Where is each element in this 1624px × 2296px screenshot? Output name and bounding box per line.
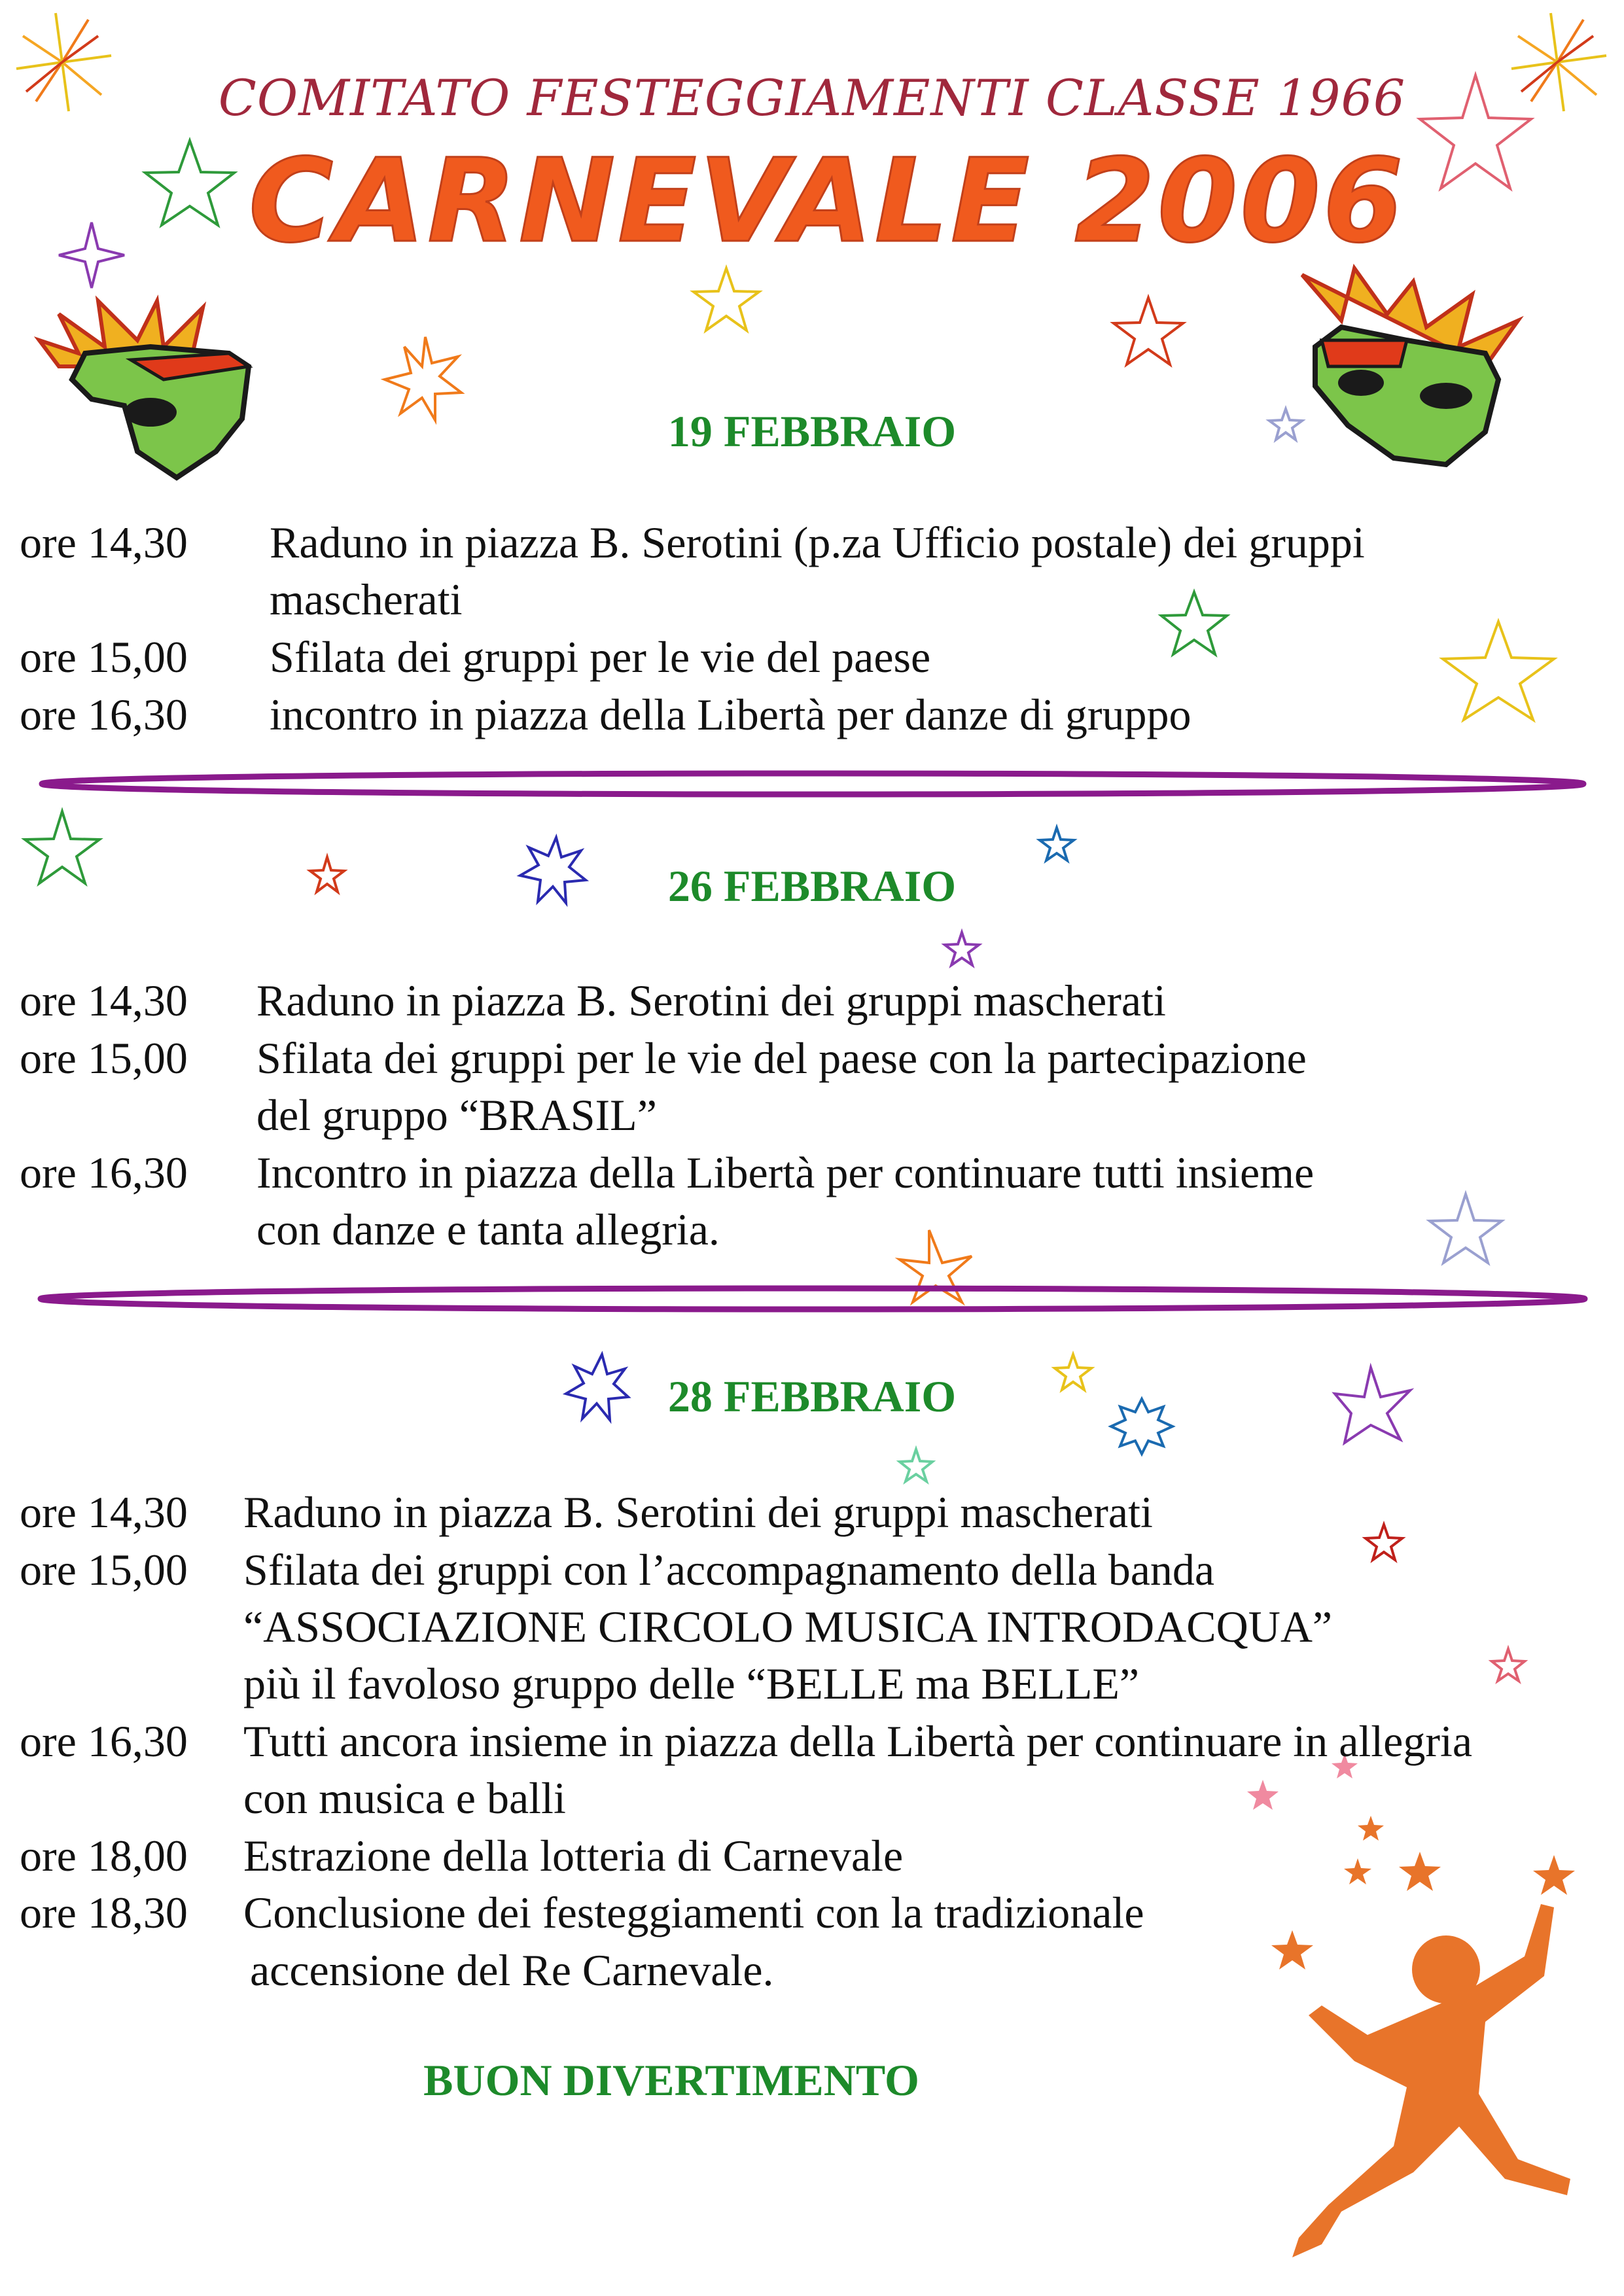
star-icon	[1492, 1649, 1525, 1681]
star-icon	[1161, 592, 1227, 654]
schedule-text: accensione del Re Carnevale.	[250, 1945, 774, 1995]
divider	[41, 1288, 1585, 1309]
schedule-text: Tutti ancora insieme in piazza della Libertà per continuare in allegria	[243, 1716, 1473, 1766]
divider	[42, 773, 1583, 794]
schedule-text: Sfilata dei gruppi per le vie del paese con la partecipazione	[256, 1033, 1307, 1083]
schedule-time: ore 18,00	[20, 1831, 188, 1881]
schedule-time: ore 14,30	[20, 1487, 188, 1537]
closing-message: BUON DIVERTIMENTO	[423, 2055, 919, 2105]
date-heading: 19 FEBBRAIO	[667, 406, 957, 456]
date-heading: 26 FEBBRAIO	[667, 861, 957, 911]
schedule-time: ore 14,30	[20, 518, 188, 567]
schedule-text: Conclusione dei festeggiamenti con la tradizionale	[243, 1888, 1144, 1937]
schedule-time: ore 15,00	[20, 632, 188, 682]
star-icon	[945, 932, 979, 965]
schedule-text: “ASSOCIAZIONE CIRCOLO MUSICA INTRODACQUA”	[243, 1602, 1333, 1651]
star-icon	[59, 222, 124, 288]
schedule-time: ore 15,00	[20, 1033, 188, 1083]
schedule-time: ore 16,30	[20, 1148, 188, 1197]
schedule-text: mascherati	[270, 574, 463, 624]
schedule-time: ore 15,00	[20, 1545, 188, 1595]
star-icon	[1443, 622, 1554, 720]
schedule-text: Sfilata dei gruppi con l’accompagnamento della banda	[243, 1545, 1215, 1595]
schedule-time: ore 16,30	[20, 690, 188, 739]
schedule-text: con musica e balli	[243, 1773, 566, 1823]
schedule-time: ore 14,30	[20, 976, 188, 1025]
schedule-text: Estrazione della lotteria di Carnevale	[243, 1831, 904, 1881]
schedule-text: Raduno in piazza B. Serotini dei gruppi mascherati	[243, 1487, 1153, 1537]
star-icon	[1366, 1525, 1402, 1560]
schedule-text: Incontro in piazza della Libertà per continuare tutti insieme	[256, 1148, 1315, 1197]
sparkle-stars	[1247, 1754, 1575, 1969]
schedule-text: del gruppo “BRASIL”	[256, 1090, 657, 1140]
schedule-text: Sfilata dei gruppi per le vie del paese	[270, 632, 931, 682]
star-icon	[900, 1449, 932, 1481]
schedule-text: più il favoloso gruppo delle “BELLE ma BELLE”	[243, 1659, 1140, 1708]
schedule-text: Raduno in piazza B. Serotini dei gruppi mascherati	[256, 976, 1166, 1025]
schedule-time: ore 16,30	[20, 1716, 188, 1766]
page-title: CARNEVALE 2006	[249, 134, 1406, 268]
star-icon	[1430, 1194, 1502, 1263]
schedule-text: Raduno in piazza B. Serotini (p.za Ufficio postale) dei gruppi	[270, 518, 1365, 567]
star-icon	[1040, 828, 1074, 860]
schedule-text: con danze e tanta allegria.	[256, 1205, 720, 1254]
schedule-text: incontro in piazza della Libertà per danze di gruppo	[270, 690, 1192, 739]
star-icon	[694, 268, 759, 330]
date-heading: 28 FEBBRAIO	[667, 1371, 957, 1421]
committee-header: COMITATO FESTEGGIAMENTI CLASSE 1966	[218, 69, 1406, 127]
star-icon	[145, 141, 234, 225]
star-icon	[1114, 298, 1183, 364]
schedule-time: ore 18,30	[20, 1888, 188, 1937]
